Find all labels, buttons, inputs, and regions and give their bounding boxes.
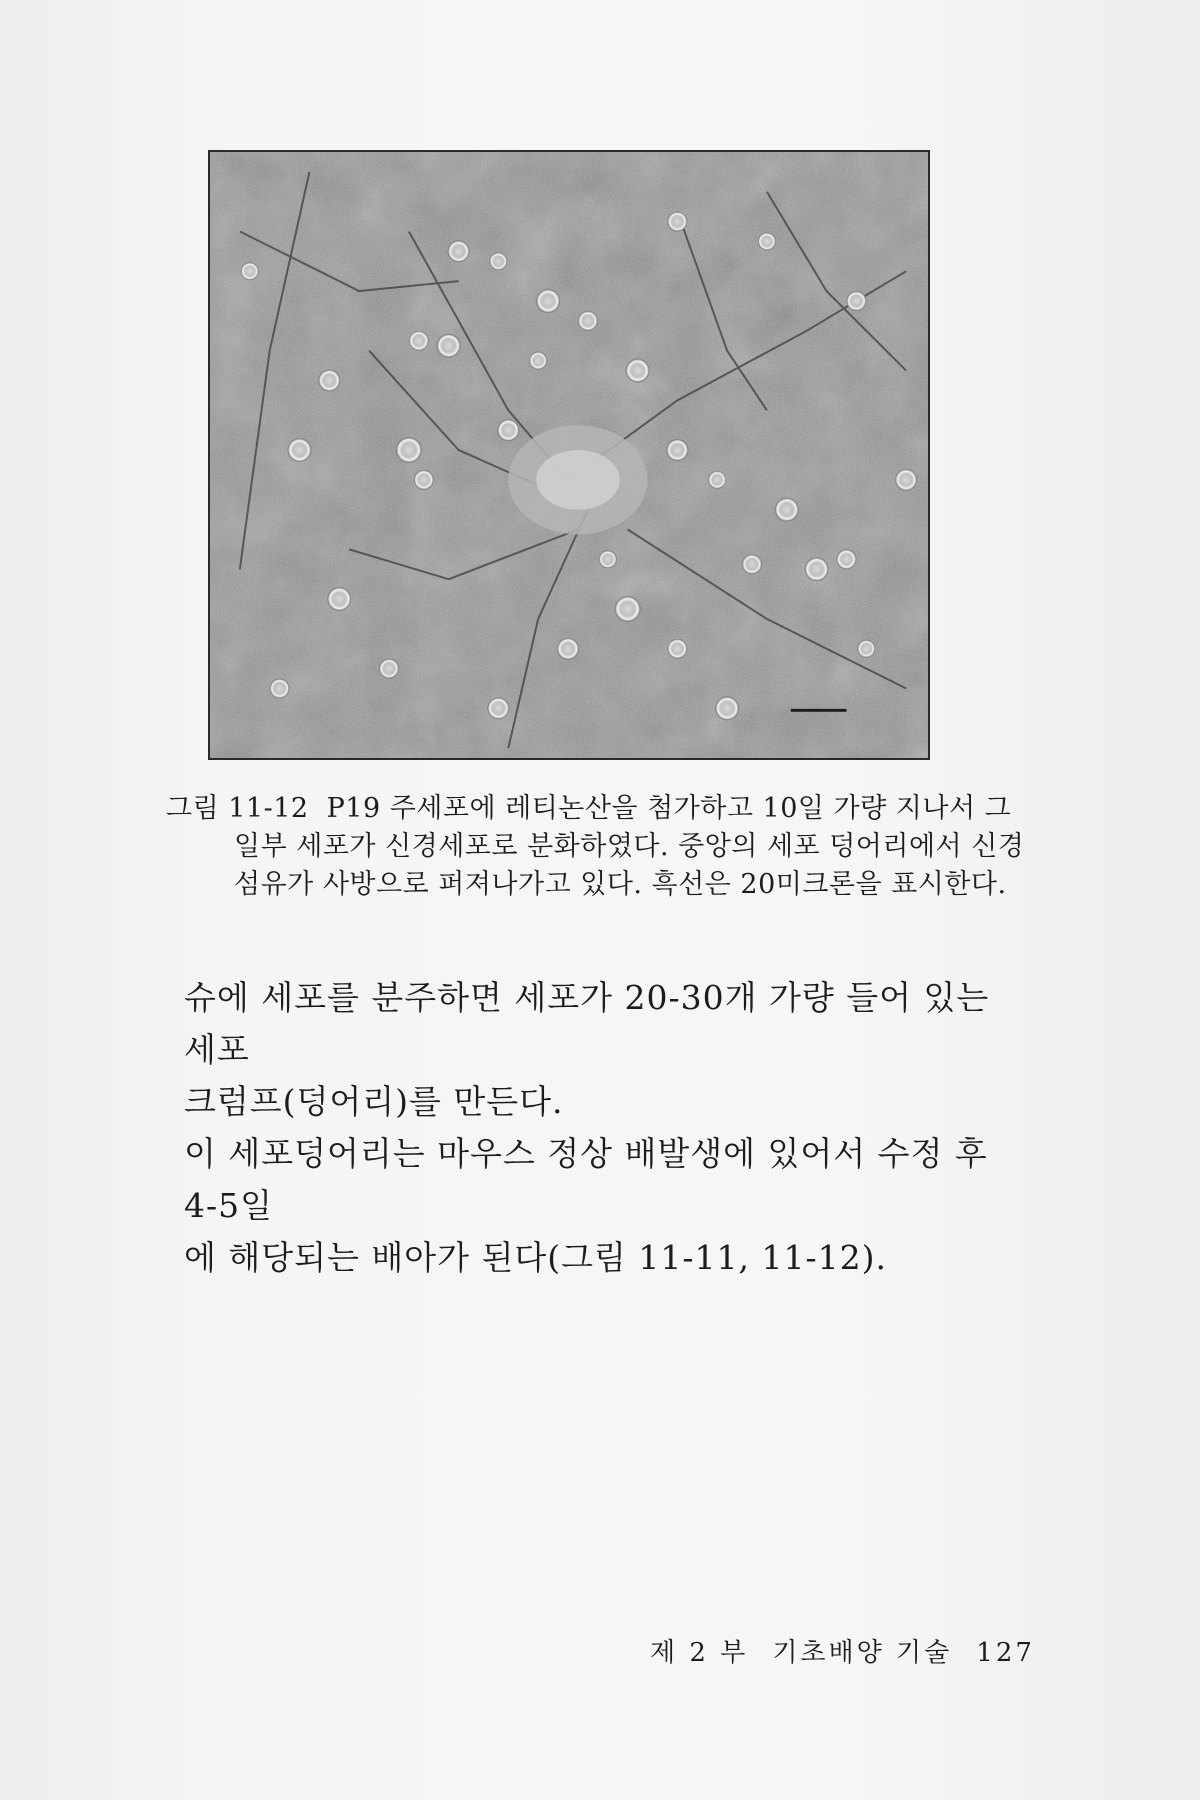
- page-number: 127: [976, 1638, 1035, 1668]
- paragraph-1: [184, 972, 1024, 1128]
- footer-part: 제 2 부: [650, 1638, 749, 1668]
- caption-text-1: P19 주세포에 레티논산을 첨가하고 10일 가량 지나서 그: [326, 793, 1012, 824]
- caption-line-2: 일부 세포가 신경세포로 분화하였다. 중앙의 세포 덩어리에서 신경: [234, 831, 1025, 862]
- caption-label: 그림 11-12: [166, 793, 309, 824]
- paragraph-2-line-1: 이 세포덩어리는 마우스 정상 배발생에 있어서 수정 후 4-5일: [184, 1134, 988, 1225]
- paragraph-1-line-2: 크럼프(덩어리)를 만든다.: [184, 1082, 564, 1121]
- caption-line-3: 섬유가 사방으로 퍼져나가고 있다. 흑선은 20미크론을 표시한다.: [234, 869, 1007, 900]
- paragraph-1-line-1: 슈에 세포를 분주하면 세포가 20-30개 가량 들어 있는 세포: [184, 978, 990, 1069]
- footer-chapter: 기초배양 기술: [772, 1638, 953, 1668]
- paragraph-2: [184, 1128, 1024, 1284]
- body-text: [184, 972, 1024, 1284]
- caption-line-1: [166, 790, 1020, 828]
- paragraph-2-line-2: 에 해당되는 배아가 된다(그림 11-11, 11-12).: [184, 1238, 887, 1277]
- figure-caption: [166, 790, 1025, 904]
- running-footer: [650, 1632, 1035, 1669]
- cell-clump: [508, 425, 647, 534]
- micrograph-figure: [208, 150, 930, 760]
- micrograph-image: [210, 152, 928, 758]
